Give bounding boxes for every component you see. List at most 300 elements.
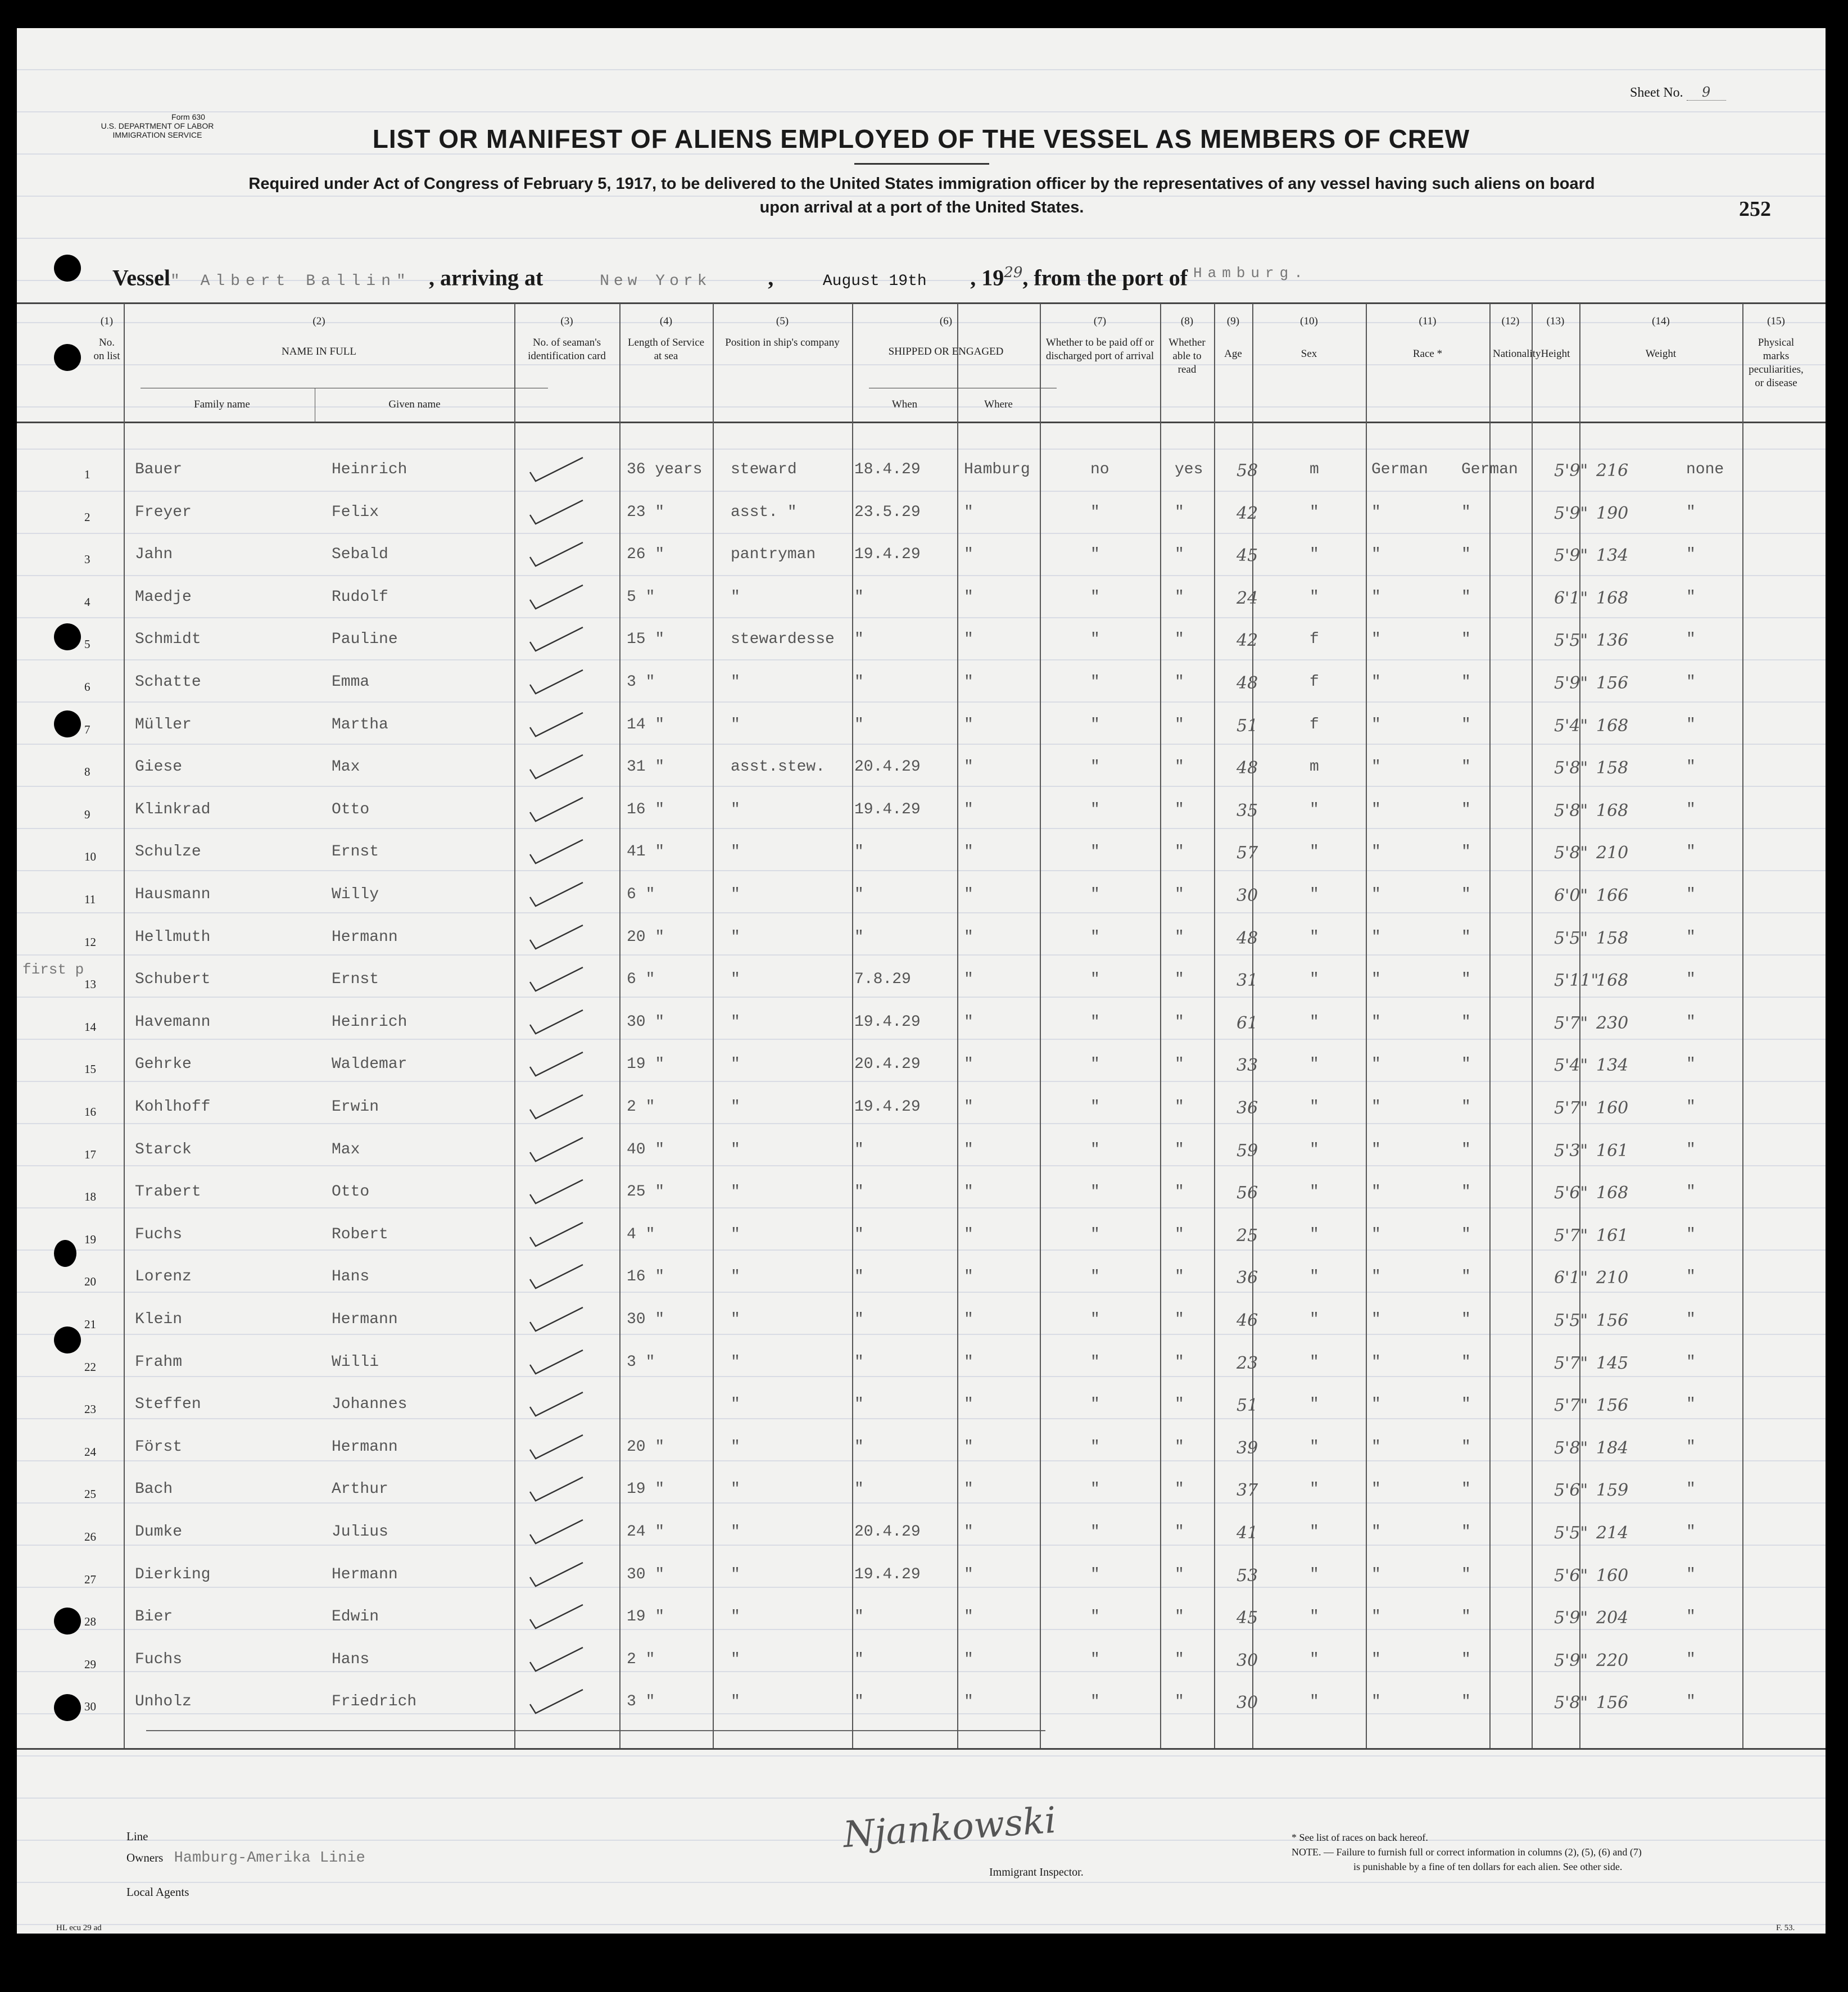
cell-nat: ": [1461, 1481, 1471, 1498]
table-row: [17, 1560, 1826, 1603]
cell-nat: German: [1461, 461, 1518, 478]
check-mark-icon: [520, 1687, 587, 1715]
cell-paid: ": [1090, 1396, 1100, 1414]
column-number: (4): [659, 315, 673, 327]
service: IMMIGRATION SERVICE: [112, 130, 202, 139]
fine-note: [1292, 1845, 1797, 1859]
cell-given: Hermann: [332, 928, 398, 946]
cell-sex: ": [1310, 1183, 1319, 1201]
cell-when: 23.5.29: [854, 503, 921, 521]
line-label: Line: [126, 1830, 148, 1843]
table-row: [17, 1135, 1826, 1178]
cell-family: Hellmuth: [135, 928, 211, 946]
cell-position: ": [731, 1650, 740, 1668]
print-code: HL ecu 29 ad: [56, 1923, 102, 1932]
cell-given: Johannes: [332, 1396, 407, 1414]
cell-paid: ": [1090, 1438, 1100, 1456]
cell-where: ": [964, 1140, 973, 1158]
cell-service: 30 ": [627, 1013, 665, 1031]
cell-marks: ": [1686, 1565, 1696, 1583]
cell-service: 20 ": [627, 1438, 665, 1456]
cell-age: 39: [1236, 1438, 1258, 1458]
cell-given: Ernst: [332, 843, 379, 861]
cell-race: ": [1371, 1098, 1381, 1116]
cell-sex: ": [1310, 800, 1319, 818]
cell-no: 3: [84, 553, 90, 567]
cell-age: 30: [1236, 1650, 1258, 1670]
cell-family: Fuchs: [135, 1650, 183, 1668]
cell-height: 5'9": [1554, 503, 1588, 523]
cell-where: ": [964, 673, 973, 691]
cell-service: 16 ": [627, 800, 665, 818]
cell-family: Jahn: [135, 546, 173, 564]
cell-weight: 210: [1596, 1268, 1629, 1288]
year-prefix: , 19: [970, 265, 1004, 291]
column-number: (2): [312, 315, 325, 327]
column-number: (3): [560, 315, 573, 327]
cell-nat: ": [1461, 843, 1471, 861]
cell-sex: ": [1310, 928, 1319, 946]
cell-position: ": [731, 1056, 740, 1074]
check-mark-icon: [520, 1093, 587, 1121]
cell-age: 36: [1236, 1268, 1258, 1288]
cell-family: Lorenz: [135, 1268, 192, 1286]
cell-read: ": [1175, 1268, 1184, 1286]
cell-height: 5'9": [1554, 461, 1588, 481]
table-row: [17, 1093, 1826, 1135]
cell-family: Kohlhoff: [135, 1098, 211, 1116]
cell-age: 42: [1236, 503, 1258, 523]
cell-nat: ": [1461, 928, 1471, 946]
column-header: [1366, 315, 1489, 361]
cell-sex: ": [1310, 1396, 1319, 1414]
subtitle: [107, 172, 1737, 219]
cell-family: Först: [135, 1438, 183, 1456]
cell-when: ": [854, 1268, 864, 1286]
cell-no: 22: [84, 1360, 96, 1374]
cell-given: Otto: [332, 800, 370, 818]
cell-race: ": [1371, 843, 1381, 861]
cell-given: Willy: [332, 886, 379, 903]
cell-service: 24 ": [627, 1523, 665, 1541]
binder-hole: [54, 623, 81, 650]
cell-height: 5'9": [1554, 1608, 1588, 1628]
owners-value: Hamburg-Amerika Linie: [174, 1850, 365, 1867]
cell-sex: ": [1310, 1225, 1319, 1243]
cell-race: ": [1371, 1650, 1381, 1668]
cell-sex: ": [1310, 1438, 1319, 1456]
cell-age: 51: [1236, 1396, 1258, 1416]
column-number: (7): [1093, 315, 1107, 327]
cell-no: 14: [84, 1020, 96, 1034]
cell-age: 48: [1236, 928, 1258, 948]
form-code: F. 53.: [1776, 1923, 1795, 1932]
cell-age: 48: [1236, 673, 1258, 693]
cell-weight: 156: [1596, 1693, 1629, 1713]
cell-when: ": [854, 1311, 864, 1328]
cell-read: ": [1175, 1056, 1184, 1074]
cell-service: 4 ": [627, 1225, 655, 1243]
cell-race: ": [1371, 1056, 1381, 1074]
cell-position: ": [731, 588, 740, 606]
cell-given: Willi: [332, 1353, 379, 1371]
cell-height: 5'8": [1554, 1693, 1588, 1713]
arriving-label: , arriving at: [428, 265, 543, 291]
cell-race: ": [1371, 971, 1381, 989]
cell-race: ": [1371, 631, 1381, 649]
sheet-number-block: [1630, 84, 1726, 101]
cell-marks: ": [1686, 1396, 1696, 1414]
column-label: No. of seaman's identification card: [528, 337, 606, 362]
cell-family: Bach: [135, 1481, 173, 1498]
cell-family: Schmidt: [135, 631, 201, 649]
cell-given: Hans: [332, 1268, 370, 1286]
cell-position: ": [731, 1311, 740, 1328]
cell-sex: f: [1310, 673, 1319, 691]
cell-family: Bauer: [135, 461, 183, 478]
cell-age: 30: [1236, 886, 1258, 906]
cell-read: ": [1175, 716, 1184, 734]
sheet-number: 9: [1687, 84, 1726, 101]
cell-where: ": [964, 928, 973, 946]
cell-given: Heinrich: [332, 461, 407, 478]
cell-height: 5'9": [1554, 546, 1588, 566]
cell-read: ": [1175, 503, 1184, 521]
cell-where: ": [964, 1013, 973, 1031]
cell-service: 30 ": [627, 1565, 665, 1583]
cell-nat: ": [1461, 800, 1471, 818]
cell-given: Friedrich: [332, 1693, 417, 1711]
cell-service: 36 years: [627, 461, 703, 478]
cell-height: 5'6": [1554, 1481, 1588, 1501]
note-text-2: is punishable by a fine of ten dollars for each alien. See other side.: [1353, 1861, 1623, 1872]
cell-height: 5'7": [1554, 1396, 1588, 1416]
cell-height: 5'4": [1554, 716, 1588, 736]
cell-position: ": [731, 971, 740, 989]
cell-read: ": [1175, 971, 1184, 989]
cell-position: ": [731, 716, 740, 734]
table-row: [17, 1262, 1826, 1305]
cell-paid: ": [1090, 1608, 1100, 1626]
cell-sex: ": [1310, 1481, 1319, 1498]
check-mark-icon: [520, 1518, 587, 1546]
check-mark-icon: [520, 1135, 587, 1163]
cell-race: ": [1371, 1268, 1381, 1286]
cell-marks: ": [1686, 1140, 1696, 1158]
cell-where: ": [964, 1098, 973, 1116]
check-mark-icon: [520, 1178, 587, 1206]
inspector-signature: Njankowski: [841, 1799, 1058, 1857]
cell-weight: 158: [1596, 928, 1629, 948]
cell-no: 6: [84, 680, 90, 694]
cell-marks: ": [1686, 631, 1696, 649]
cell-where: Hamburg: [964, 461, 1030, 478]
column-label: No. on list: [93, 337, 120, 362]
cell-read: ": [1175, 1311, 1184, 1328]
subtitle-line-2: upon arrival at a port of the United States.: [759, 198, 1084, 216]
cell-age: 37: [1236, 1481, 1258, 1501]
cell-family: Schulze: [135, 843, 201, 861]
check-mark-icon: [520, 1390, 587, 1418]
cell-marks: ": [1686, 928, 1696, 946]
cell-read: ": [1175, 1183, 1184, 1201]
cell-height: 5'5": [1554, 1523, 1588, 1543]
cell-race: ": [1371, 928, 1381, 946]
cell-no: 9: [84, 807, 90, 821]
cell-family: Unholz: [135, 1693, 192, 1711]
table-row: [17, 1602, 1826, 1645]
cell-read: ": [1175, 546, 1184, 564]
cell-weight: 166: [1596, 886, 1629, 906]
cell-race: ": [1371, 1608, 1381, 1626]
cell-weight: 134: [1596, 1056, 1629, 1076]
cell-given: Emma: [332, 673, 370, 691]
cell-paid: ": [1090, 928, 1100, 946]
cell-height: 5'6": [1554, 1183, 1588, 1203]
cell-race: German: [1371, 461, 1428, 478]
cell-sex: ": [1310, 588, 1319, 606]
cell-paid: ": [1090, 1693, 1100, 1711]
cell-paid: ": [1090, 800, 1100, 818]
cell-read: ": [1175, 1225, 1184, 1243]
column-header: [713, 315, 852, 350]
cell-marks: ": [1686, 1608, 1696, 1626]
column-label: SHIPPED OR ENGAGED: [888, 346, 1004, 357]
cell-given: Erwin: [332, 1098, 379, 1116]
cell-read: ": [1175, 1353, 1184, 1371]
cell-when: ": [854, 1140, 864, 1158]
cell-position: asst. ": [731, 503, 797, 521]
column-label: Nationality: [1493, 348, 1541, 360]
cell-age: 45: [1236, 1608, 1258, 1628]
cell-race: ": [1371, 1225, 1381, 1243]
binder-hole: [54, 1694, 81, 1721]
cell-weight: 134: [1596, 546, 1629, 566]
cell-position: ": [731, 928, 740, 946]
cell-position: ": [731, 1693, 740, 1711]
column-label: Race *: [1412, 348, 1443, 360]
cell-where: ": [964, 588, 973, 606]
cell-sex: m: [1310, 461, 1319, 478]
cell-position: ": [731, 1608, 740, 1626]
cell-when: 19.4.29: [854, 1565, 921, 1583]
binder-hole: [54, 1327, 81, 1353]
title-underline: [854, 163, 989, 165]
cell-nat: ": [1461, 971, 1471, 989]
cell-age: 41: [1236, 1523, 1258, 1543]
cell-where: ": [964, 1353, 973, 1371]
cell-position: ": [731, 1013, 740, 1031]
cell-given: Max: [332, 1140, 360, 1158]
cell-marks: ": [1686, 1523, 1696, 1541]
cell-when: 19.4.29: [854, 800, 921, 818]
cell-weight: 160: [1596, 1098, 1629, 1118]
cell-nat: ": [1461, 588, 1471, 606]
cell-service: 2 ": [627, 1098, 655, 1116]
binder-hole: [54, 710, 81, 737]
cell-weight: 190: [1596, 503, 1629, 523]
cell-read: ": [1175, 1650, 1184, 1668]
binder-hole: [54, 1240, 76, 1267]
cell-marks: ": [1686, 1056, 1696, 1074]
cell-where: ": [964, 758, 973, 776]
cell-paid: ": [1090, 1056, 1100, 1074]
column-header: [1214, 315, 1252, 361]
cell-when: 20.4.29: [854, 1056, 921, 1074]
cell-no: 26: [84, 1530, 96, 1543]
cell-family: Maedje: [135, 588, 192, 606]
column-label: Age: [1224, 348, 1242, 360]
cell-age: 24: [1236, 588, 1258, 608]
cell-where: ": [964, 716, 973, 734]
cell-race: ": [1371, 1140, 1381, 1158]
cell-race: ": [1371, 1311, 1381, 1328]
cell-family: Steffen: [135, 1396, 201, 1414]
check-mark-icon: [520, 1475, 587, 1503]
cell-service: 6 ": [627, 886, 655, 903]
check-mark-icon: [520, 1645, 587, 1673]
cell-paid: ": [1090, 1098, 1100, 1116]
cell-no: 5: [84, 637, 90, 651]
cell-service: 3 ": [627, 1693, 655, 1711]
check-mark-icon: [520, 795, 587, 823]
table-row: [17, 625, 1826, 668]
cell-paid: ": [1090, 588, 1100, 606]
cell-paid: ": [1090, 1650, 1100, 1668]
cell-when: ": [854, 1438, 864, 1456]
cell-service: 23 ": [627, 503, 665, 521]
cell-nat: ": [1461, 1140, 1471, 1158]
cell-height: 5'8": [1554, 758, 1588, 778]
cell-weight: 168: [1596, 971, 1629, 991]
cell-weight: 156: [1596, 1396, 1629, 1416]
cell-when: 19.4.29: [854, 1013, 921, 1031]
cell-height: 6'0": [1554, 886, 1588, 906]
cell-family: Frahm: [135, 1353, 183, 1371]
cell-age: 25: [1236, 1225, 1258, 1246]
cell-height: 5'3": [1554, 1140, 1588, 1161]
subtitle-line-1: Required under Act of Congress of February 5, 1917, to be delivered to the United States immigration officer by the representatives of any vessel having such aliens on board: [248, 175, 1595, 193]
cell-race: ": [1371, 1013, 1381, 1031]
column-header: [1160, 315, 1214, 377]
table-row: [17, 1687, 1826, 1730]
column-header: [1579, 315, 1742, 361]
column-number: (8): [1180, 315, 1194, 327]
cell-paid: ": [1090, 971, 1100, 989]
cell-age: 23: [1236, 1353, 1258, 1373]
cell-paid: ": [1090, 1140, 1100, 1158]
cell-read: ": [1175, 1396, 1184, 1414]
page-number: 252: [1739, 197, 1771, 221]
table-row: [17, 583, 1826, 626]
cell-age: 57: [1236, 843, 1258, 863]
column-header: [852, 315, 1040, 359]
cell-age: 33: [1236, 1056, 1258, 1076]
cell-position: ": [731, 1523, 740, 1541]
cell-weight: 230: [1596, 1013, 1629, 1033]
cell-paid: ": [1090, 843, 1100, 861]
cell-where: ": [964, 1311, 973, 1328]
cell-family: Hausmann: [135, 886, 211, 903]
column-header: [514, 315, 619, 363]
cell-given: Edwin: [332, 1608, 379, 1626]
cell-height: 5'5": [1554, 928, 1588, 948]
cell-read: yes: [1175, 461, 1203, 478]
cell-weight: 136: [1596, 631, 1629, 651]
table-row: [17, 880, 1826, 923]
cell-race: ": [1371, 716, 1381, 734]
cell-service: 5 ": [627, 588, 655, 606]
cell-height: 5'4": [1554, 1056, 1588, 1076]
cell-position: ": [731, 1396, 740, 1414]
cell-service: 20 ": [627, 928, 665, 946]
cell-sex: ": [1310, 843, 1319, 861]
cell-age: 58: [1236, 461, 1258, 481]
cell-no: 15: [84, 1062, 96, 1076]
column-header: [1252, 315, 1366, 361]
cell-when: ": [854, 928, 864, 946]
column-label: Whether to be paid off or discharged port of arrival: [1045, 337, 1154, 362]
cell-given: Otto: [332, 1183, 370, 1201]
cell-family: Klein: [135, 1311, 183, 1328]
table-row: [17, 837, 1826, 880]
table-row: [17, 1050, 1826, 1093]
cell-nat: ": [1461, 758, 1471, 776]
footer-notes: [1292, 1830, 1797, 1874]
cell-age: 31: [1236, 971, 1258, 991]
cell-nat: ": [1461, 1523, 1471, 1541]
cell-when: 20.4.29: [854, 1523, 921, 1541]
cell-marks: ": [1686, 503, 1696, 521]
cell-age: 35: [1236, 800, 1258, 821]
column-number: (1): [100, 315, 114, 327]
footer-labels: [126, 1826, 365, 1903]
cell-nat: ": [1461, 503, 1471, 521]
cell-family: Schubert: [135, 971, 211, 989]
cell-sex: ": [1310, 1098, 1319, 1116]
cell-when: ": [854, 886, 864, 903]
check-mark-icon: [520, 880, 587, 908]
cell-race: ": [1371, 1396, 1381, 1414]
cell-where: ": [964, 1565, 973, 1583]
table-row: [17, 498, 1826, 541]
cell-height: 5'5": [1554, 631, 1588, 651]
table-row: [17, 753, 1826, 795]
cell-no: 24: [84, 1445, 96, 1459]
cell-height: 5'6": [1554, 1565, 1588, 1586]
cell-race: ": [1371, 1523, 1381, 1541]
column-header: [124, 315, 514, 359]
cell-age: 45: [1236, 546, 1258, 566]
cell-when: 19.4.29: [854, 1098, 921, 1116]
cell-where: ": [964, 1056, 973, 1074]
table-bottom-rule: [17, 1748, 1826, 1750]
cell-weight: 168: [1596, 588, 1629, 608]
cell-race: ": [1371, 1438, 1381, 1456]
cell-service: 15 ": [627, 631, 665, 649]
check-mark-icon: [520, 540, 587, 568]
owners-label: Owners: [126, 1851, 164, 1864]
cell-given: Sebald: [332, 546, 388, 564]
cell-family: Bier: [135, 1608, 173, 1626]
cell-race: ": [1371, 546, 1381, 564]
manifest-sheet: [17, 28, 1826, 1934]
cell-nat: ": [1461, 1098, 1471, 1116]
cell-race: ": [1371, 1481, 1381, 1498]
cell-sex: f: [1310, 631, 1319, 649]
column-label: Sex: [1301, 348, 1317, 360]
cell-marks: ": [1686, 800, 1696, 818]
